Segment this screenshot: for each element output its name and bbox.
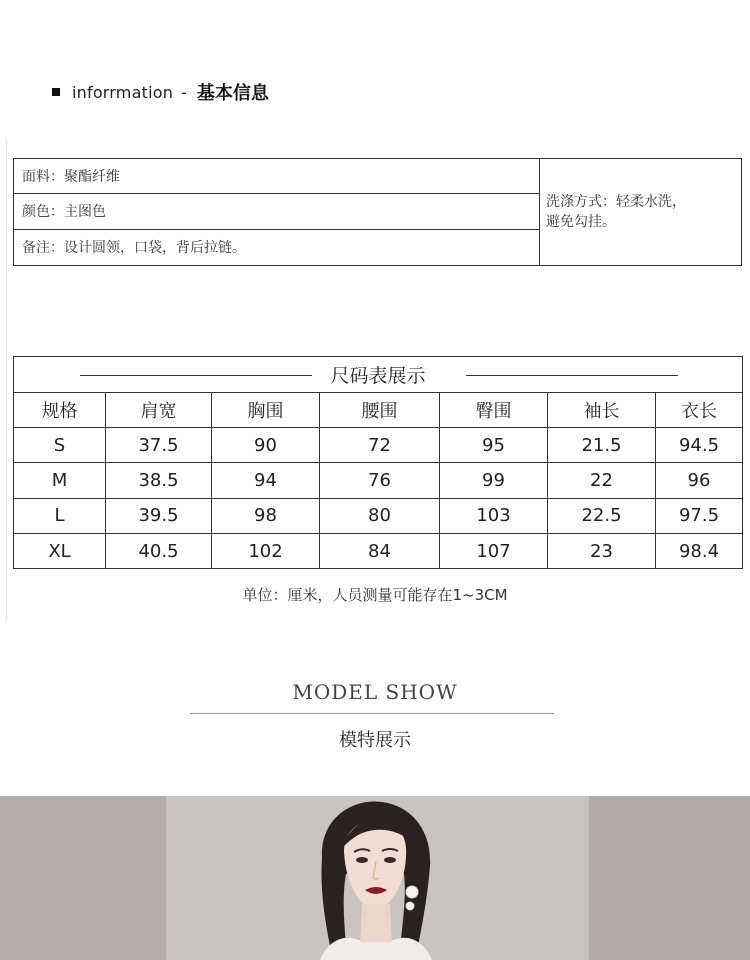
size-header-cell: 规格: [14, 393, 106, 428]
size-chart-title: 尺码表展示: [322, 361, 433, 388]
size-chart-table: [13, 356, 743, 569]
size-header-cell: 袖长: [548, 393, 656, 428]
size-cell: 102: [212, 534, 320, 569]
size-cell: 97.5: [656, 499, 742, 534]
model-show-divider: [190, 713, 554, 714]
size-chart-title-row: [14, 357, 742, 393]
wash-instruction-line1: 洗涤方式：轻柔水洗，: [546, 194, 686, 210]
photo-backdrop-right: [589, 796, 750, 960]
size-cell: 38.5: [106, 463, 212, 498]
model-portrait: [300, 796, 450, 960]
size-cell: 72: [320, 428, 440, 463]
info-row-notes: 备注：设计圆领，口袋，背后拉链。: [22, 240, 246, 257]
size-cell: 22: [548, 463, 656, 498]
info-wash-cell: [544, 159, 742, 265]
unit-note: 单位：厘米，人员测量可能存在1~3CM: [242, 586, 508, 604]
size-header-cell: 腰围: [320, 393, 440, 428]
size-header-cell: 衣长: [656, 393, 742, 428]
info-title-cn: 基本信息: [196, 83, 269, 104]
size-cell: 76: [320, 463, 440, 498]
left-edge-divider: [6, 140, 7, 620]
size-cell: 99: [440, 463, 548, 498]
info-table: [13, 158, 742, 266]
photo-backdrop-left: [0, 796, 166, 960]
size-cell: 94: [212, 463, 320, 498]
model-show-subtitle: 模特展示: [339, 730, 411, 751]
size-cell: 22.5: [548, 499, 656, 534]
size-cell: M: [14, 463, 106, 498]
size-cell: 95: [440, 428, 548, 463]
info-title-separator: -: [181, 82, 187, 102]
size-cell: 98: [212, 499, 320, 534]
title-rule-right: [466, 375, 678, 376]
size-cell: 84: [320, 534, 440, 569]
info-title-en: inforrmation: [72, 82, 174, 102]
size-cell: L: [14, 499, 106, 534]
size-cell: 103: [440, 499, 548, 534]
size-cell: 94.5: [656, 428, 742, 463]
size-cell: 40.5: [106, 534, 212, 569]
info-section-header: [52, 80, 269, 104]
size-cell: 23: [548, 534, 656, 569]
size-cell: 107: [440, 534, 548, 569]
size-header-cell: 臀围: [440, 393, 548, 428]
size-header-cell: 胸围: [212, 393, 320, 428]
size-cell: 98.4: [678, 540, 720, 562]
model-show-title: MODEL SHOW: [292, 680, 458, 704]
info-row-color: 颜色：主图色: [14, 194, 539, 229]
info-table-left: [14, 159, 540, 265]
model-photo: [0, 796, 750, 960]
title-rule-left: [80, 375, 312, 376]
square-bullet-icon: [52, 88, 60, 96]
size-chart-grid: [14, 393, 742, 569]
size-cell: 90: [212, 428, 320, 463]
size-cell: 39.5: [106, 499, 212, 534]
size-cell: S: [14, 428, 106, 463]
size-cell: 96: [656, 463, 742, 498]
wash-instruction-line2: 避免勾挂。: [546, 214, 616, 230]
info-row-fabric: 面料：聚酯纤维: [14, 159, 539, 194]
size-cell: 80: [320, 499, 440, 534]
size-header-cell: 肩宽: [106, 393, 212, 428]
size-cell: 37.5: [106, 428, 212, 463]
size-cell: XL: [14, 534, 106, 569]
size-cell: 21.5: [548, 428, 656, 463]
